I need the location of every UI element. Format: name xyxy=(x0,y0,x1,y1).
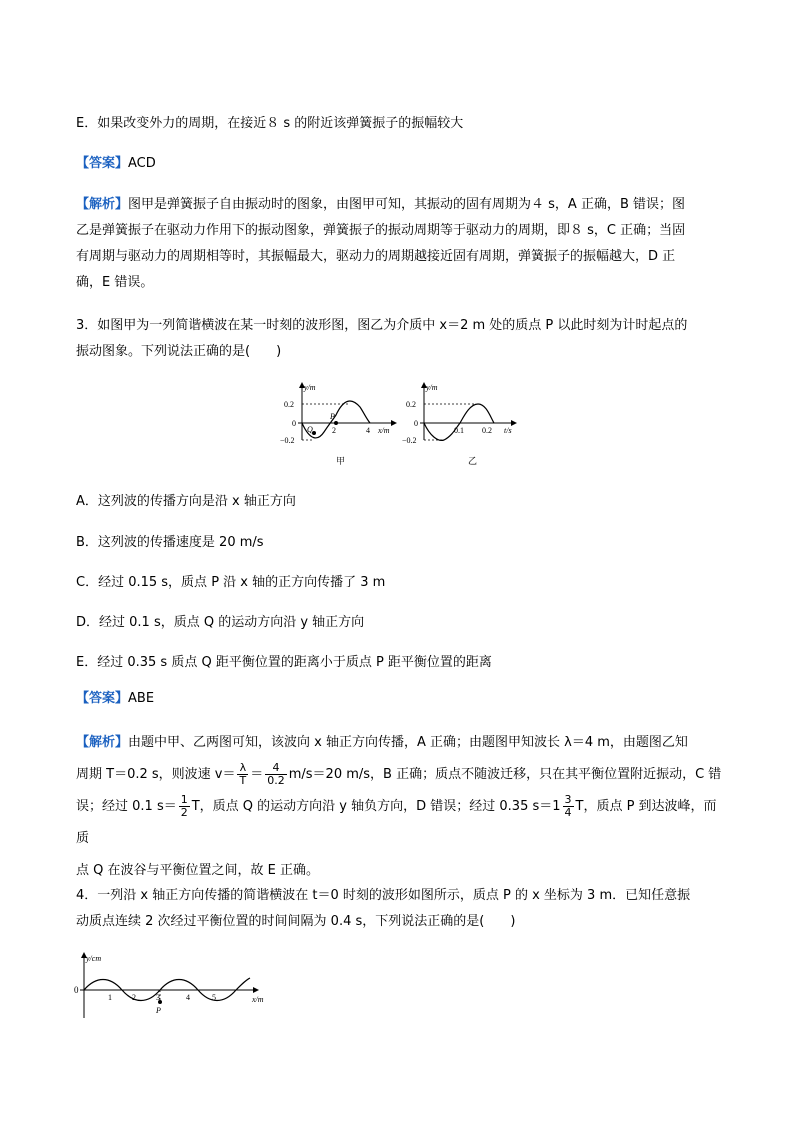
q3-option-a: A．这列波的传播方向是沿 x 轴正方向 xyxy=(76,494,296,509)
q2-option-e: E．如果改变外力的周期，在接近８ s 的附近该弹簧振子的振幅较大 xyxy=(76,116,464,131)
frac-num: 1 xyxy=(180,793,188,806)
answer-value: ACD xyxy=(128,156,156,171)
fraction xyxy=(265,762,287,787)
analysis-tag: 【解析】 xyxy=(76,197,129,212)
analysis-line xyxy=(76,791,726,855)
fraction xyxy=(237,762,248,787)
q3-option-d: D．经过 0.1 s，质点 Q 的运动方向沿 y 轴正方向 xyxy=(76,615,365,630)
frac-num: 3 xyxy=(564,793,572,806)
fig-yi-ybot: −0.2 xyxy=(402,436,417,445)
analysis-text: 周期 T＝0.2 s，则波速 v＝ xyxy=(76,767,236,782)
analysis-line: 确，E 错误。 xyxy=(76,275,154,290)
frac-num: 4 xyxy=(265,762,287,775)
figure-yi xyxy=(398,380,528,470)
frac-den: 2 xyxy=(180,806,188,819)
q3-option-c: C．经过 0.15 s，质点 P 沿 x 轴的正方向传播了 3 m xyxy=(76,575,386,590)
stem-line: 4．一列沿 x 轴正方向传播的简谐横波在 t＝0 时刻的波形如图所示，质点 P 的 x 坐标为 3 m．已知任意振 xyxy=(76,888,691,903)
analysis-text: m/s＝20 m/s，B 正确；质点不随波迁移，只在其平衡位置附近振动，C 错 xyxy=(288,767,722,782)
stem-line: 3．如图甲为一列简谐横波在某一时刻的波形图，图乙为介质中 x＝2 m 处的质点 P 以此时刻为计时起点的 xyxy=(76,318,688,333)
answer-tag: 【答案】 xyxy=(76,691,129,706)
analysis-text: T，质点 P 到达波峰，而质 xyxy=(76,799,717,846)
fig-jia-ybot: −0.2 xyxy=(280,436,295,445)
fig-q4-t5: 5 xyxy=(212,993,216,1002)
fraction xyxy=(179,794,190,819)
q3-option-b: B．这列波的传播速度是 20 m/s xyxy=(76,535,264,550)
q3-stem xyxy=(76,313,726,365)
fig-q4-xlabel: x/m xyxy=(252,995,264,1004)
stem-line: 振动图象。下列说法正确的是( ) xyxy=(76,344,282,359)
figure-q4 xyxy=(70,950,280,1022)
figure-jia xyxy=(268,380,406,470)
q3-option-e: E．经过 0.35 s 质点 Q 距平衡位置的距离小于质点 P 距平衡位置的距离 xyxy=(76,655,492,670)
analysis-text: T，质点 Q 的运动方向沿 y 轴负方向，D 错误；经过 0.35 s＝1 xyxy=(191,799,561,814)
fig-jia-yzero: 0 xyxy=(292,419,296,428)
point-q-label: Q xyxy=(307,425,313,434)
fig-jia-ytop: 0.2 xyxy=(284,400,294,409)
point-p-label: P xyxy=(330,412,335,421)
fig-jia-ylabel: y/m xyxy=(304,383,316,392)
analysis-text: 误；经过 0.1 s＝ xyxy=(76,799,177,814)
q2-answer xyxy=(76,151,726,177)
analysis-text: ＝ xyxy=(250,767,264,782)
frac-den: 0.2 xyxy=(267,774,285,787)
q3-answer xyxy=(76,686,726,712)
fig-q4-yzero: 0 xyxy=(74,985,79,995)
fig-yi-x1: 0.1 xyxy=(454,426,464,435)
fig-jia-x1: 2 xyxy=(332,426,336,435)
fig-q4-t3: 3 xyxy=(156,993,160,1002)
fig-yi-xlabel: t/s xyxy=(504,426,512,435)
stem-line: 动质点连续 2 次经过平衡位置的时间间隔为 0.4 s，下列说法正确的是( ) xyxy=(76,914,516,929)
analysis-line: 图甲是弹簧振子自由振动时的图象，由图甲可知，其振动的固有周期为４ s，A 正确，B 错误；图 xyxy=(128,197,685,212)
answer-value: ABE xyxy=(128,691,155,706)
fig-yi-x2: 0.2 xyxy=(482,426,492,435)
fraction xyxy=(563,794,574,819)
analysis-line: 由题中甲、乙两图可知，该波向 x 轴正方向传播，A 正确；由题图甲知波长 λ＝4 m，由题图乙知 xyxy=(128,735,688,750)
fig-yi-ylabel: y/m xyxy=(426,383,438,392)
fig-yi-yzero: 0 xyxy=(414,419,418,428)
frac-num: λ xyxy=(237,762,248,775)
point-p-label: P xyxy=(156,1006,161,1015)
fig-q4-ylabel: y/cm xyxy=(86,954,102,963)
analysis-tag: 【解析】 xyxy=(76,735,129,750)
q4-stem xyxy=(76,883,726,935)
fig-yi-ytop: 0.2 xyxy=(406,400,416,409)
fig-jia-xlabel: x/m xyxy=(378,426,390,435)
analysis-line: 乙是弹簧振子在驱动力作用下的振动图象，弹簧振子的振动周期等于驱动力的周期，即８ s，C 正确；当固 xyxy=(76,223,686,238)
analysis-line: 点 Q 在波谷与平衡位置之间，故 E 正确。 xyxy=(76,863,319,878)
analysis-line: 有周期与驱动力的周期相等时，其振幅最大，驱动力的周期越接近固有周期，弹簧振子的振幅越大，D 正 xyxy=(76,249,676,264)
fig-q4-t4: 4 xyxy=(186,993,190,1002)
analysis-line xyxy=(76,759,726,791)
fig-q4-t2: 2 xyxy=(132,993,136,1002)
q2-analysis xyxy=(76,192,726,296)
frac-den: T xyxy=(239,774,247,787)
answer-tag: 【答案】 xyxy=(76,156,129,171)
fig-jia-caption: 甲 xyxy=(336,456,346,466)
fig-q4-t1: 1 xyxy=(108,993,112,1002)
fig-yi-caption: 乙 xyxy=(468,456,478,466)
frac-den: 4 xyxy=(564,806,572,819)
fig-jia-x2: 4 xyxy=(366,426,370,435)
q3-analysis xyxy=(76,727,726,887)
